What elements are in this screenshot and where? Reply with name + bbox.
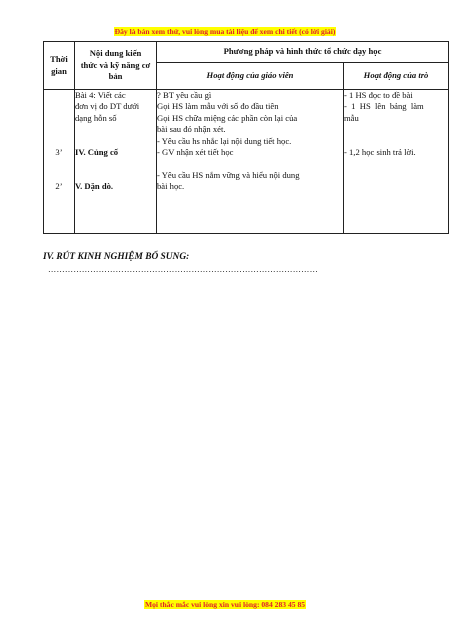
header-content: Nội dung kiến thức và kỹ năng cơ bản [75,42,157,90]
preview-banner-text: Đây là bản xem thử, vui lòng mua tài liệu để xem chi tiết (có lời giải) [114,27,336,36]
content-cell: Bài 4: Viết các đơn vị đo DT dưới dạng hỗn số IV. Củng cố V. Dặn dò. [75,90,157,234]
time-cung-co: 3’ [55,147,63,158]
contact-banner [0,600,450,609]
preview-banner [0,27,450,36]
contact-banner-text: Mọi thắc mắc vui lòng xin vui lòng: 084 283 45 85 [144,600,306,609]
time-cell [44,90,75,234]
table-body-row [44,90,449,234]
teacher-activity-cell: ? BT yêu cầu gì Gọi HS làm mẫu với số đo đầu tiên Gọi HS chữa miệng các phần còn lại của bài sau đó nhận xét. - Yêu cầu hs nhắc lại nội dung tiết học. - GV nhận xét tiết học - Yêu cầu HS nắm vững và hiểu nội dung bài học. [157,90,344,234]
student-activity-cell: - 1 HS đọc to đề bài - 1 HS lên bảng làm mẫu - 1,2 học sinh trả lời. [344,90,449,234]
time-dan-do: 2’ [55,181,63,192]
header-methods: Phương pháp và hình thức tổ chức dạy học [157,42,449,63]
lesson-plan-table [43,41,449,234]
section-cung-co: IV. Củng cố [75,147,119,158]
header-teacher-activity: Hoạt động của giáo viên [157,63,344,90]
section-title: IV. RÚT KINH NGHIỆM BỔ SUNG: [43,252,190,262]
section-dan-do: V. Dặn dò. [75,181,114,192]
dotted-line: …………………………………………………………………………………… [48,265,318,274]
header-student-activity: Hoạt động của trò [344,63,449,90]
table-header-row [44,42,449,63]
header-time: Thời gian [44,42,75,90]
